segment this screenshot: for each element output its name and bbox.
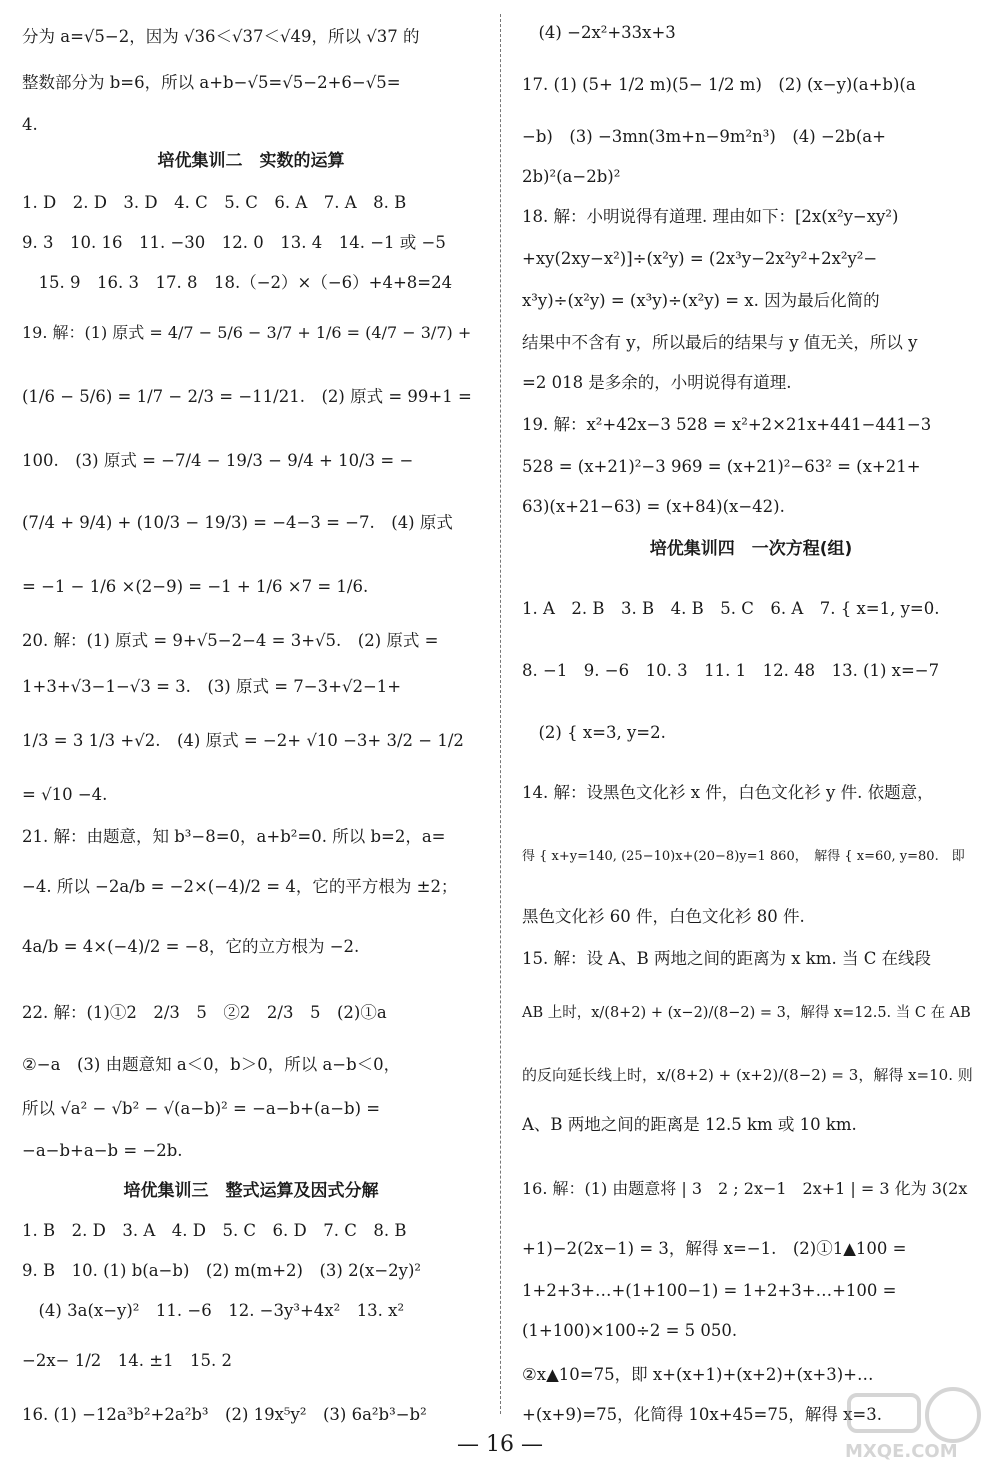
text-line: 2b)²(a−2b)² [522,167,621,186]
text-line: 1+2+3+…+(1+100−1) = 1+2+3+…+100 = [522,1281,897,1300]
text-line: −b) (3) −3mn(3m+n−9m²n³) (4) −2b(a+ [522,127,886,146]
text-line: (1/6 − 5/6) = 1/7 − 2/3 = −11/21. (2) 原式 = 99+1 = [22,387,472,406]
column-divider [500,14,501,1414]
watermark-text: MXQE.COM [845,1441,958,1462]
section-title: 培优集训三 整式运算及因式分解 [123,1181,379,1201]
answer-line: 9. 3 10. 16 11. −30 12. 0 13. 4 14. −1 或 −5 [22,233,446,252]
answer-line: (2) { x=3, y=2. [522,723,666,742]
text-line: = √10 −4. [22,785,108,804]
text-line: +xy(2xy−x²)]÷(x²y) = (2x³y−2x²y²+2x²y²− [522,249,878,268]
text-line: 19. 解：(1) 原式 = 4/7 − 5/6 − 3/7 + 1/6 = (4/7 − 3/7) + [22,323,472,342]
text-line: AB 上时，x/(8+2) + (x−2)/(8−2) = 3，解得 x=12.5. 当 C 在 AB [522,1005,971,1021]
text-line: = −1 − 1/6 ×(2−9) = −1 + 1/6 ×7 = 1/6. [22,577,369,596]
text-line: x³y)÷(x²y) = (x³y)÷(x²y) = x. 因为最后化简的 [522,291,880,310]
text-line: 4a/b = 4×(−4)/2 = −8，它的立方根为 −2. [22,937,360,956]
answer-line: (4) 3a(x−y)² 11. −6 12. −3y³+4x² 13. x² [22,1301,405,1320]
text-line: 整数部分为 b=6，所以 a+b−√5=√5−2+6−√5= [22,73,401,92]
text-line: 528 = (x+21)²−3 969 = (x+21)²−63² = (x+21+ [522,457,921,476]
text-line: 结果中不含有 y，所以最后的结果与 y 值无关，所以 y [522,333,918,352]
text-line: 所以 √a² − √b² − √(a−b)² = −a−b+(a−b) = [22,1099,381,1118]
text-line: 63)(x+21−63) = (x+84)(x−42). [522,497,785,516]
watermark-logo [835,1385,990,1465]
page-number: — 16 — [457,1432,543,1457]
text-line: 分为 a=√5−2，因为 √36＜√37＜√49，所以 √37 的 [22,27,420,46]
answer-line: 1. A 2. B 3. B 4. B 5. C 6. A 7. { x=1, y=0. [522,599,940,618]
text-line: ②−a (3) 由题意知 a＜0，b＞0，所以 a−b＜0， [22,1055,401,1074]
text-line: =2 018 是多余的，小明说得有道理. [522,373,792,392]
text-line: +1)−2(2x−1) = 3，解得 x=−1. (2)①1▲100 = [522,1239,907,1258]
text-line: 17. (1) (5+ 1/2 m)(5− 1/2 m) (2) (x−y)(a+b)(a [522,75,916,94]
text-line: (1+100)×100÷2 = 5 050. [522,1321,738,1340]
text-line: −a−b+a−b = −2b. [22,1141,183,1160]
text-line: ②x▲10=75，即 x+(x+1)+(x+2)+(x+3)+… [522,1365,874,1384]
text-line: 19. 解：x²+42x−3 528 = x²+2×21x+441−441−3 [522,415,932,434]
section-title: 培优集训四 一次方程(组) [649,539,853,559]
answer-line: 1. B 2. D 3. A 4. D 5. C 6. D 7. C 8. B [22,1221,407,1240]
text-line: 1+3+√3−1−√3 = 3. (3) 原式 = 7−3+√2−1+ [22,677,402,696]
text-line: 1/3 = 3 1/3 +√2. (4) 原式 = −2+ √10 −3+ 3/2 − 1/2 [22,731,464,750]
text-line: (7/4 + 9/4) + (10/3 − 19/3) = −4−3 = −7. (4) 原式 [22,513,453,532]
text-line: 得 { x+y=140, (25−10)x+(20−8)y=1 860， 解得 { x=60, y=80. 即 [522,849,965,864]
text-line: −4. 所以 −2a/b = −2×(−4)/2 = 4，它的平方根为 ±2； [22,877,458,896]
text-line: 18. 解：小明说得有道理. 理由如下：[2x(x²y−xy²) [522,207,899,226]
text-line: 4. [22,115,38,134]
answer-line: 1. D 2. D 3. D 4. C 5. C 6. A 7. A 8. B [22,193,407,212]
text-line: 黑色文化衫 60 件，白色文化衫 80 件. [522,907,805,926]
answer-line: (4) −2x²+33x+3 [522,23,676,42]
text-line: 21. 解：由题意，知 b³−8=0，a+b²=0. 所以 b=2，a= [22,827,446,846]
text-line: 14. 解：设黑色文化衫 x 件，白色文化衫 y 件. 依题意， [522,783,934,802]
text-line: 的反向延长线上时，x/(8+2) + (x+2)/(8−2) = 3，解得 x=10. 则 [522,1066,973,1084]
answer-line: 8. −1 9. −6 10. 3 11. 1 12. 48 13. (1) x=−7 [522,661,940,680]
answer-line: 15. 9 16. 3 17. 8 18.（−2）×（−6）+4+8=24 [22,273,453,292]
text-line: +(x+9)=75，化简得 10x+45=75，解得 x=3. [522,1405,882,1424]
text-line: 22. 解：(1)①2 2/3 5 ②2 2/3 5 (2)①a [22,1003,387,1022]
text-line: A、B 两地之间的距离是 12.5 km 或 10 km. [522,1115,857,1134]
answer-line: −2x− 1/2 14. ±1 15. 2 [22,1351,233,1370]
answer-line: 16. (1) −12a³b²+2a²b³ (2) 19x⁵y² (3) 6a²b³−b² [22,1405,427,1424]
text-line: 15. 解：设 A、B 两地之间的距离为 x km. 当 C 在线段 [522,949,932,968]
answer-line: 9. B 10. (1) b(a−b) (2) m(m+2) (3) 2(x−2y)² [22,1261,422,1280]
text-line: 16. 解：(1) 由题意将 | 3 2 ; 2x−1 2x+1 | = 3 化为 3(2x [522,1179,968,1198]
text-line: 20. 解：(1) 原式 = 9+√5−2−4 = 3+√5. (2) 原式 = [22,631,439,650]
text-line: 100. (3) 原式 = −7/4 − 19/3 − 9/4 + 10/3 = − [22,451,414,470]
section-title: 培优集训二 实数的运算 [157,151,345,171]
